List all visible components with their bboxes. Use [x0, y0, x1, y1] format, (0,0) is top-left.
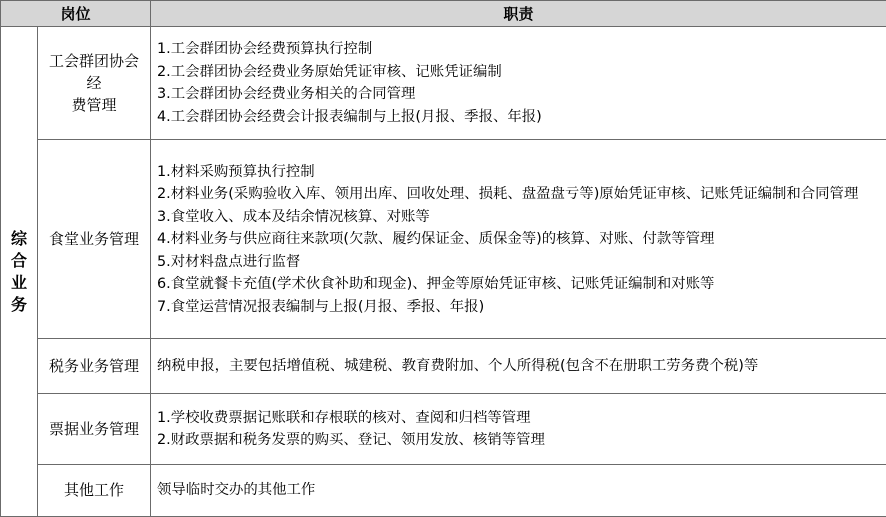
duty-item: 1.材料采购预算执行控制 — [157, 163, 315, 180]
position-cell — [38, 140, 151, 339]
duty-item: 1.工会群团协会经费预算执行控制 — [157, 41, 373, 58]
group-label-line2: 业务 — [10, 272, 27, 314]
position-line1: 工会群团协会经 — [49, 52, 140, 93]
position-cell — [38, 394, 151, 464]
group-label — [1, 27, 38, 517]
duty-list — [157, 38, 886, 128]
duty-item: 6.食堂就餐卡充值(学术伙食补助和现金)、押金等原始凭证审核、记账凭证编制和对账等 — [157, 276, 715, 293]
table-row — [1, 394, 886, 464]
position-cell — [38, 464, 151, 516]
duty-item: 4.工会群团协会经费会计报表编制与上报(月报、季报、年报) — [157, 108, 542, 125]
position-line1: 税务业务管理 — [49, 357, 140, 376]
position-line1: 票据业务管理 — [49, 420, 140, 439]
duty-cell — [151, 394, 886, 464]
duty-list — [157, 161, 886, 319]
group-label-line1: 综合 — [10, 228, 27, 270]
header-row — [1, 1, 886, 27]
duty-cell — [151, 140, 886, 339]
table-row — [1, 140, 886, 339]
header-duties: 职责 — [151, 1, 886, 27]
duty-item: 7.食堂运营情况报表编制与上报(月报、季报、年报) — [157, 298, 485, 315]
duty-item: 纳税申报，主要包括增值税、城建税、教育费附加、个人所得税(包含不在册职工劳务费个税)等 — [157, 358, 759, 375]
position-line2: 费管理 — [71, 96, 117, 115]
duty-item: 3.工会群团协会经费业务相关的合同管理 — [157, 86, 416, 103]
duty-cell — [151, 339, 886, 394]
duty-item: 领导临时交办的其他工作 — [157, 482, 316, 499]
header-position: 岗位 — [1, 1, 151, 27]
position-line1: 其他工作 — [64, 481, 125, 500]
table-row — [1, 464, 886, 516]
duty-cell — [151, 464, 886, 516]
duty-list — [157, 407, 886, 452]
duty-item: 3.食堂收入、成本及结余情况核算、对账等 — [157, 208, 430, 225]
table-row — [1, 27, 886, 140]
duty-item: 4.材料业务与供应商往来款项(欠款、履约保证金、质保金等)的核算、对账、付款等管理 — [157, 231, 715, 248]
duty-list — [157, 355, 886, 378]
position-line1: 食堂业务管理 — [49, 230, 140, 249]
position-cell — [38, 27, 151, 140]
duty-item: 1.学校收费票据记账联和存根联的核对、查阅和归档等管理 — [157, 409, 531, 426]
duty-item: 2.工会群团协会经费业务原始凭证审核、记账凭证编制 — [157, 63, 502, 80]
duty-item: 2.材料业务(采购验收入库、领用出库、回收处理、损耗、盘盈盘亏等)原始凭证审核、记账凭证编制和合同管理 — [157, 186, 859, 203]
position-cell — [38, 339, 151, 394]
duty-cell — [151, 27, 886, 140]
table-row — [1, 339, 886, 394]
duty-item: 5.对材料盘点进行监督 — [157, 253, 301, 270]
duty-list — [157, 479, 886, 502]
duty-item: 2.财政票据和税务发票的购买、登记、领用发放、核销等管理 — [157, 432, 545, 449]
